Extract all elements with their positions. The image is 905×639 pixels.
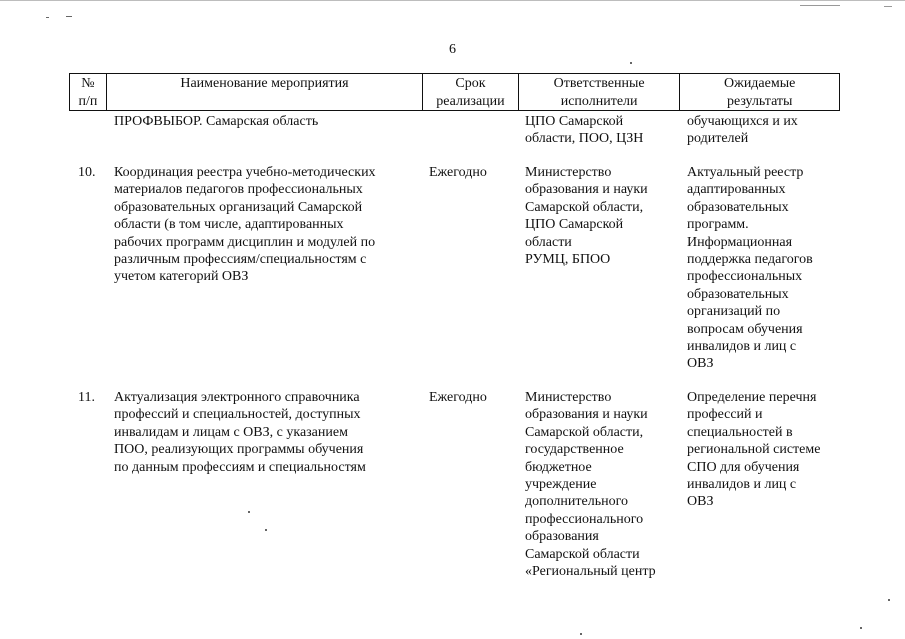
header-responsible: Ответственные исполнители (519, 74, 681, 110)
continuation-name: ПРОФВЫБОР. Самарская область (114, 114, 319, 129)
table-header (69, 73, 840, 111)
header-name: Наименование мероприятия (107, 74, 423, 110)
row-11-results: Определение перечня профессий и специальностей в региональной системе СПО для обучения инвалидов и лиц с ОВЗ (687, 390, 821, 510)
header-results: Ожидаемые результаты (724, 76, 796, 109)
page-number: 6 (449, 42, 456, 57)
continuation-results: обучающихся и их родителей (687, 114, 798, 147)
header-term: Срок реализации (423, 74, 519, 110)
scan-edge-line (0, 0, 905, 1)
row-11-num: 11. (78, 390, 95, 405)
row-10-responsible: Министерство образования и науки Самарской области, ЦПО Самарской области РУМЦ, БПОО (525, 165, 648, 268)
header-num: № п/п (70, 74, 107, 110)
row-10-results: Актуальный реестр адаптированных образовательных программ. Информационная поддержка педагогов профессиональных образовательных организаций по вопросам обучения инвалидов и лиц с ОВЗ (687, 165, 813, 372)
continuation-responsible: ЦПО Самарской области, ПОО, ЦЗН (525, 114, 644, 147)
row-10-num: 10. (78, 165, 96, 180)
row-11-name: Актуализация электронного справочника профессий и специальностей, доступных инвалидам и лицам с ОВЗ, с указанием ПОО, реализующих программы обучения по данным профессиям и специальностям (114, 390, 366, 475)
row-11-term: Ежегодно (429, 390, 487, 405)
row-11-responsible: Министерство образования и науки Самарской области, государственное бюджетное учреждение дополнительного профессионального образования Самарской области «Региональный центр (525, 390, 656, 580)
row-10-term: Ежегодно (429, 165, 487, 180)
row-10-name: Координация реестра учебно-методических материалов педагогов профессиональных образовательных организаций Самарской области (в том числе, адаптированных рабочих программ дисциплин и модулей по различным профессиям/специальностям с учетом категорий ОВЗ (114, 165, 376, 285)
